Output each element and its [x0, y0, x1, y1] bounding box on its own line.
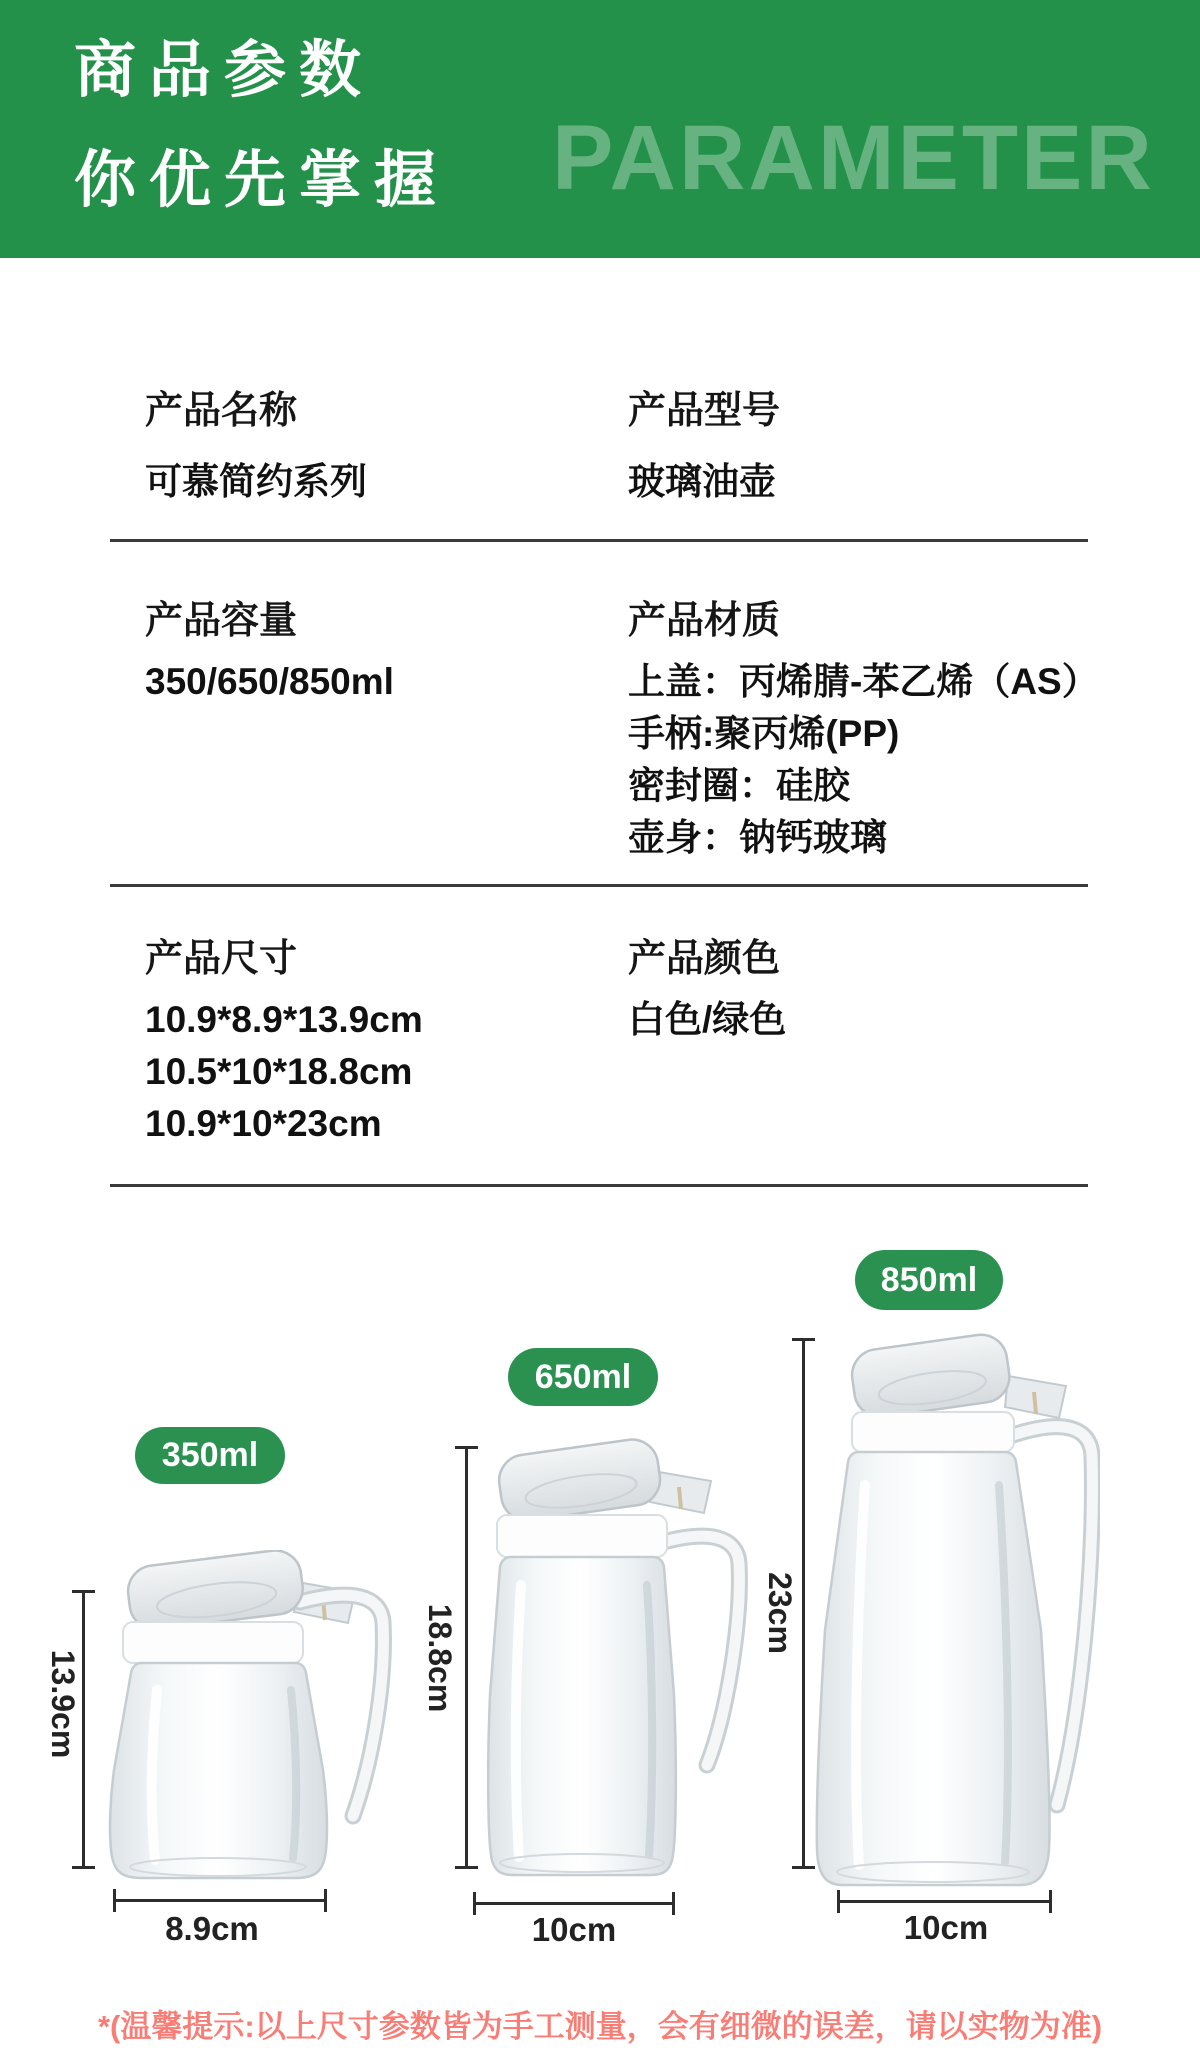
volume-badge-350: 350ml: [135, 1427, 285, 1484]
header-title-line1: 商品参数: [74, 36, 375, 105]
spec-label: 产品名称: [145, 390, 298, 432]
spec-value: 白色/绿色: [628, 999, 787, 1040]
spec-value: 10.5*10*18.8cm: [145, 1051, 413, 1092]
width-dimension-line-850: [837, 1900, 1052, 1903]
volume-badge-850: 850ml: [855, 1250, 1003, 1310]
width-label-350: 8.9cm: [165, 1910, 259, 1947]
spec-label: 产品尺寸: [145, 938, 298, 980]
spec-value: 10.9*8.9*13.9cm: [145, 999, 423, 1040]
height-dimension-line-850: [802, 1338, 805, 1869]
spec-value: 玻璃油壶: [628, 461, 776, 502]
width-dimension-line-650: [473, 1902, 675, 1905]
oil-bottle-650-illustration: [455, 1435, 755, 1885]
height-label-650: 18.8cm: [422, 1603, 458, 1713]
spec-value: 可慕简约系列: [145, 461, 367, 502]
spec-cell-product-name: [145, 388, 367, 508]
spec-value: 350/650/850ml: [145, 661, 394, 702]
spec-value: 上盖：丙烯腈-苯乙烯（AS）: [628, 661, 1099, 702]
divider: [110, 1184, 1088, 1187]
spec-cell-size: [145, 936, 423, 1150]
height-dimension-line-350: [82, 1590, 85, 1869]
volume-badge-650: 650ml: [508, 1348, 658, 1406]
spec-value: 手柄:聚丙烯(PP): [628, 713, 900, 754]
spec-value: 10.9*10*23cm: [145, 1103, 382, 1144]
width-dimension-line-350: [113, 1899, 327, 1902]
spec-label: 产品颜色: [628, 938, 781, 980]
height-label-850: 23cm: [762, 1572, 798, 1654]
header-subtitle-en: PARAMETER: [552, 107, 1155, 209]
spec-cell-color: [628, 936, 786, 1046]
spec-cell-capacity: [145, 598, 394, 708]
measurement-disclaimer: *(温馨提示:以上尺寸参数皆为手工测量，会有细微的误差，请以实物为准): [97, 2009, 1103, 2044]
oil-bottle-850-illustration: [795, 1330, 1100, 1890]
header-title-line2: 你优先掌握: [74, 146, 450, 215]
height-dimension-line-650: [465, 1446, 468, 1869]
height-label-350: 13.9cm: [45, 1649, 81, 1759]
oil-bottle-350-illustration: [95, 1550, 405, 1885]
spec-cell-product-model: [628, 388, 780, 508]
width-label-850: 10cm: [903, 1909, 989, 1946]
spec-cell-material: [628, 598, 1099, 864]
spec-value: 密封圈：硅胶: [628, 765, 850, 806]
spec-label: 产品材质: [628, 600, 781, 642]
spec-value: 壶身：钠钙玻璃: [628, 817, 887, 858]
spec-label: 产品容量: [145, 600, 298, 642]
spec-label: 产品型号: [628, 390, 781, 432]
divider: [110, 539, 1088, 542]
header-banner: [0, 0, 1200, 258]
width-label-650: 10cm: [531, 1911, 617, 1948]
divider: [110, 884, 1088, 887]
